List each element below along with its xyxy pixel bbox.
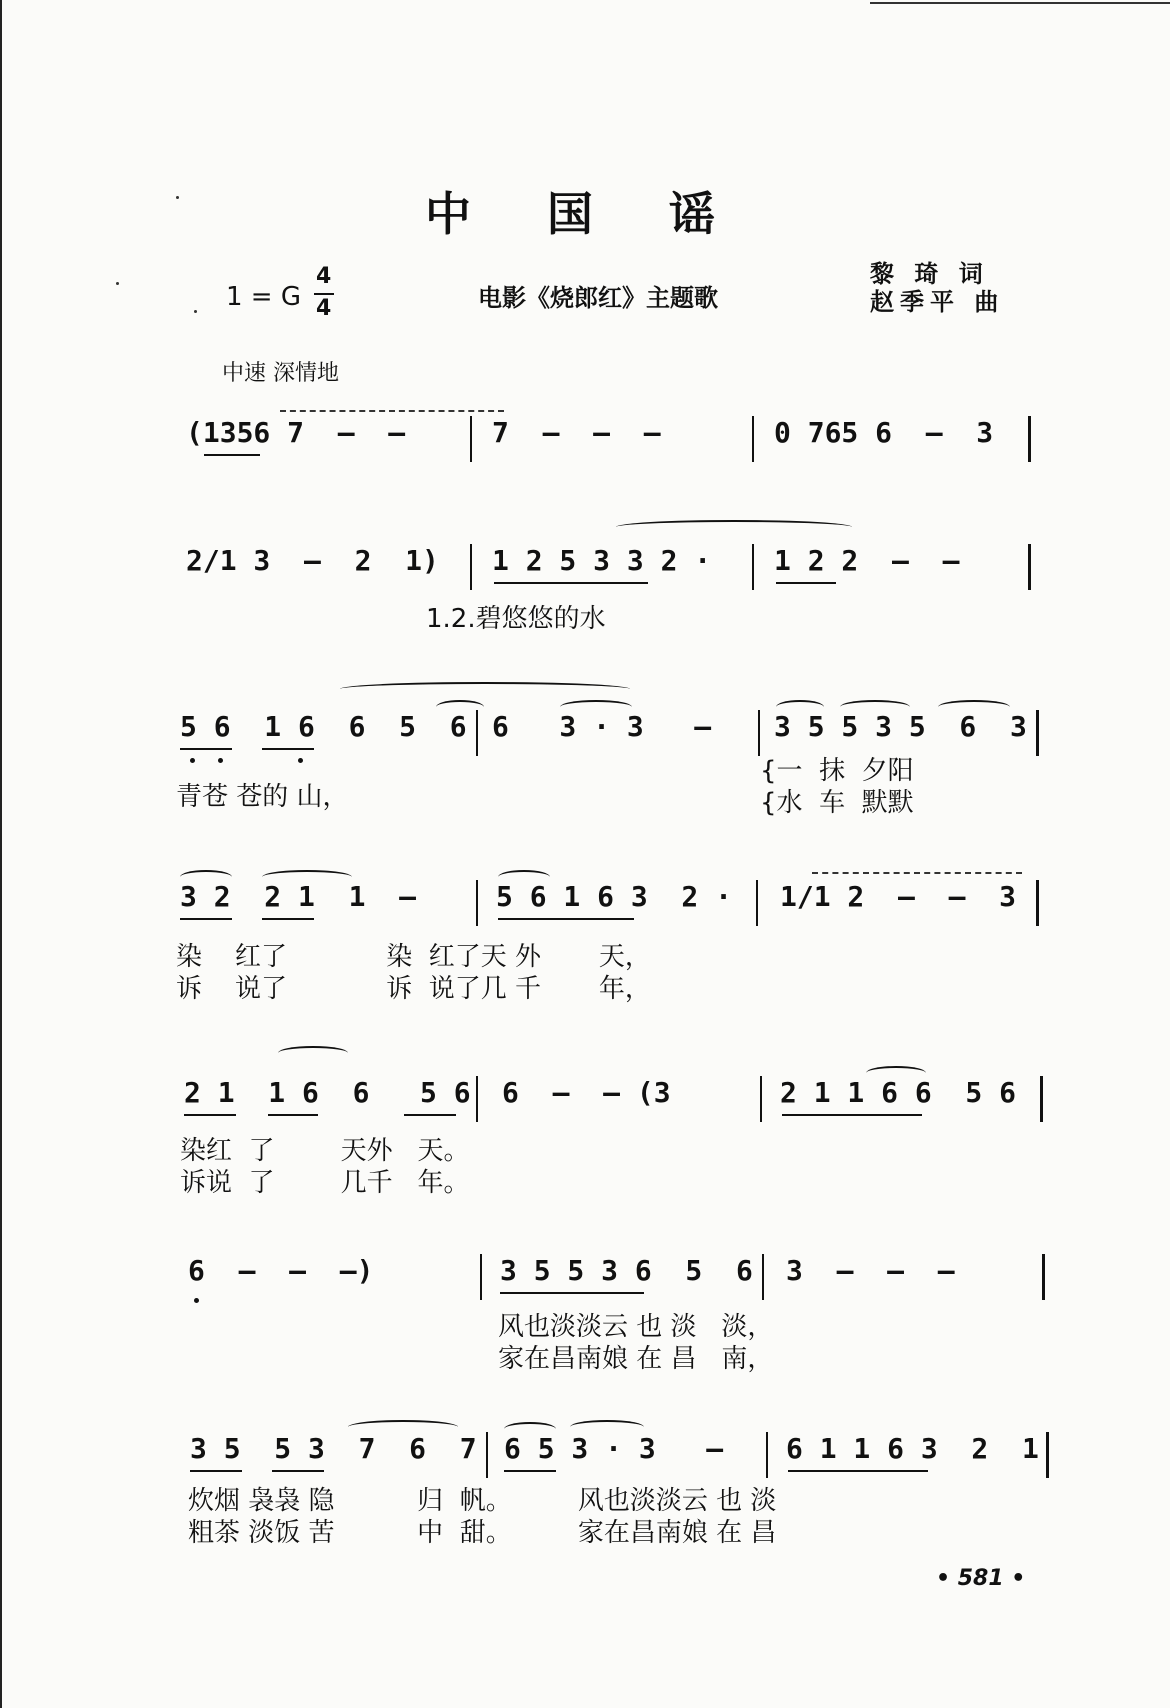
slur (262, 870, 352, 884)
measure: 2 1 1 6 6 5 6 (184, 1076, 471, 1109)
paper-speck (116, 282, 119, 285)
song-subtitle: 电影《烧郎红》主题歌 (478, 284, 718, 312)
time-signature-bottom: 4 (316, 296, 332, 321)
bar-line (476, 1076, 478, 1122)
beam (776, 582, 836, 584)
slur (436, 700, 484, 714)
bar-line (470, 416, 472, 462)
measure: 3 5 5 3 5 6 3 (774, 710, 1027, 743)
beam (272, 1470, 324, 1472)
bar-line (470, 544, 472, 590)
key-signature: 1 = G (226, 282, 302, 312)
song-title: 中 国 谣 (424, 187, 746, 241)
beam (262, 918, 314, 920)
slur (348, 1420, 458, 1434)
slur (570, 1420, 644, 1434)
beam (190, 1470, 242, 1472)
low-octave-dot (194, 1298, 199, 1303)
measure: 3 — — — (786, 1254, 955, 1287)
bar-line (476, 710, 478, 756)
time-signature-divider (314, 293, 334, 295)
bar-line (766, 1432, 768, 1478)
beam (500, 1292, 644, 1294)
beam (404, 1114, 456, 1116)
measure: 3 5 5 3 7 6 7 (190, 1432, 477, 1465)
beam (262, 748, 314, 750)
low-octave-dot (190, 758, 195, 763)
slur (616, 520, 852, 534)
bar-line (486, 1432, 488, 1478)
slur (866, 1066, 926, 1080)
bar-line (1036, 710, 1039, 756)
measure: 6 — — (3 (502, 1076, 671, 1109)
bar-line (752, 416, 754, 462)
slur (278, 1046, 348, 1060)
measure: 6 1 1 6 3 2 1 (786, 1432, 1039, 1465)
measure: 6 3 · 3 — (492, 710, 712, 743)
measure: 5 6 1 6 3 2 · (496, 880, 733, 913)
page-top-rule (870, 2, 1170, 4)
slur (938, 700, 1010, 714)
bar-line (760, 1076, 762, 1122)
score-line (0, 1076, 1170, 1226)
beam (782, 1114, 922, 1116)
bar-line (1046, 1432, 1049, 1478)
bar-line (1042, 1254, 1045, 1300)
low-octave-dot (218, 758, 223, 763)
slur (180, 870, 232, 884)
lyric-verse-marker: 1.2.碧悠悠的水 (426, 604, 606, 634)
bar-line (476, 880, 478, 926)
slur (498, 870, 550, 884)
beam (204, 454, 260, 456)
slur (340, 682, 630, 696)
lyric-line: 粗茶 淡饭 苦 中 甜。 家在昌南娘 在 昌 (188, 1518, 777, 1548)
bar-line (1036, 880, 1039, 926)
measure: 3 2 2 1 1 — (180, 880, 417, 913)
slur (840, 700, 910, 714)
bar-line (1028, 416, 1031, 462)
bar-line (480, 1254, 482, 1300)
score-line (0, 710, 1170, 860)
measure: 7 — — — (492, 416, 661, 449)
lyric-line: 诉说 了 几千 年。 (180, 1168, 470, 1198)
beam (180, 748, 232, 750)
measure: 2 1 1 6 6 5 6 (780, 1076, 1017, 1109)
bar-line (1028, 544, 1031, 590)
beam (504, 1470, 556, 1472)
score-line (0, 880, 1170, 1030)
bar-line (752, 544, 754, 590)
score-line (0, 1254, 1170, 1404)
lyric-line: 青苍 苍的 山， (176, 782, 349, 812)
slur (776, 700, 824, 714)
score-line (0, 1432, 1170, 1582)
lyric-line: {一 抹 夕阳 (760, 756, 914, 786)
beam (180, 918, 232, 920)
beam (494, 582, 648, 584)
measure: 6 5 3 · 3 — (504, 1432, 724, 1465)
bar-line (1040, 1076, 1043, 1122)
beam (498, 918, 634, 920)
measure: (1356 7 — — (186, 416, 406, 449)
lyricist-credit: 黎 琦 词 (870, 260, 989, 288)
lyric-line: 染 红了 染 红了天 外 天， (176, 942, 651, 972)
low-octave-dot (298, 758, 303, 763)
lyric-line: {水 车 默默 (760, 788, 914, 818)
composer-credit: 赵季平 曲 (870, 288, 1005, 316)
measure: 2/1 3 — 2 1) (186, 544, 439, 577)
beam (268, 1114, 318, 1116)
lyric-line: 染红 了 天外 天。 (180, 1136, 470, 1166)
beam (788, 1470, 928, 1472)
score-line (0, 544, 1170, 694)
bar-line (762, 1254, 764, 1300)
measure: 6 — — —) (188, 1254, 374, 1287)
lyric-line: 家在昌南娘 在 昌 南， (498, 1344, 774, 1374)
slur (504, 1422, 556, 1436)
measure: 5 6 1 6 6 5 6 (180, 710, 467, 743)
lyric-line: 炊烟 袅袅 隐 归 帆。 风也淡淡云 也 淡 (188, 1486, 777, 1516)
tempo-marking: 中速 深情地 (222, 361, 339, 386)
slur (560, 700, 632, 714)
tie (280, 410, 504, 413)
lyric-line: 诉 说了 诉 说了几 千 年， (176, 974, 651, 1004)
page-number: • 581 • (936, 1566, 1026, 1591)
paper-speck (194, 310, 197, 313)
measure: 0 765 6 — 3 (774, 416, 994, 449)
lyric-line: 风也淡淡云 也 淡 淡， (498, 1312, 774, 1342)
time-signature-top: 4 (316, 264, 332, 289)
measure: 1 2 5 3 3 2 · (492, 544, 712, 577)
measure: 1 2 2 — — (774, 544, 960, 577)
measure: 1/1 2 — — 3 (780, 880, 1017, 913)
bar-line (756, 880, 758, 926)
measure: 3 5 5 3 6 5 6 (500, 1254, 753, 1287)
beam (184, 1114, 236, 1116)
tie (812, 872, 1022, 875)
